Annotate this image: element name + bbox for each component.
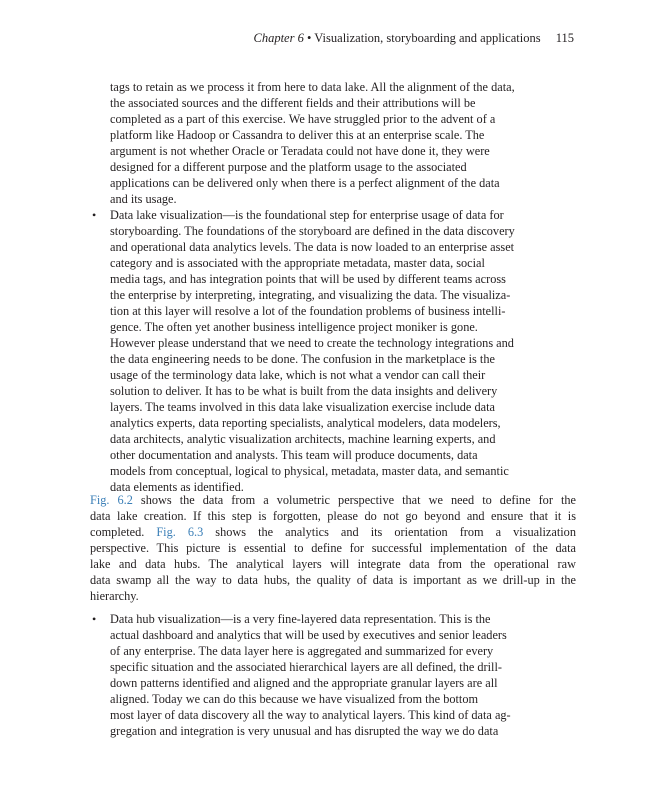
text-line: actual dashboard and analytics that will be used by executives and senior leaders <box>110 628 507 642</box>
text-line: the enterprise by interpreting, integrating, and visualizing the data. The visualiza- <box>110 288 511 302</box>
text-line <box>90 492 576 508</box>
text-line: down patterns identified and aligned and the appropriate granular layers are all <box>110 676 498 690</box>
text-line: designed for a different purpose and the platform usage to the associated <box>110 160 467 174</box>
text-line: solution to deliver. It has to be what is built from the data insights and delivery <box>110 384 498 398</box>
text-line: However please understand that we need to create the technology integrations and <box>110 336 514 350</box>
chapter-title: Visualization, storyboarding and applications <box>314 31 541 45</box>
text-line: of any enterprise. The data layer here is aggregated and summarized for every <box>110 644 494 658</box>
text-line: platform like Hadoop or Cassandra to deliver this at an enterprise scale. The <box>110 128 485 142</box>
text-line: applications can be delivered only when there is a perfect alignment of the data <box>110 176 500 190</box>
text-line: usage of the terminology data lake, which is not what a vendor can call their <box>110 368 486 382</box>
text-span: shows the analytics and its orientation from a visualization <box>203 525 576 539</box>
text-line: media tags, and has integration points that will be used by different teams across <box>110 272 506 286</box>
text-line: Data hub visualization—is a very fine-layered data representation. This is the <box>110 612 491 626</box>
figure-link-6-2[interactable]: Fig. 6.2 <box>90 493 133 507</box>
text-line: aligned. Today we can do this because we have visualized from the bottom <box>110 692 479 706</box>
text-line <box>90 524 576 540</box>
text-line: data lake creation. If this step is forgotten, please do not go beyond and ensure that it is <box>90 509 576 523</box>
page-number: 115 <box>555 31 574 45</box>
text-line: most layer of data discovery all the way to analytical layers. This kind of data ag- <box>110 708 511 722</box>
text-line: gregation and integration is very unusual and has disrupted the way we do data <box>110 724 499 738</box>
text-line: Data lake visualization—is the foundational step for enterprise usage of data for <box>110 208 504 222</box>
text-line: models from conceptual, logical to physical, metadata, master data, and semantic <box>110 464 509 478</box>
text-line: category and is associated with the appropriate metadata, master data, social <box>110 256 485 270</box>
text-line: completed as a part of this exercise. We have struggled prior to the advent of a <box>110 112 496 126</box>
text-line: data swamp all the way to data hubs, the quality of data is important as we drill-up in the <box>90 573 576 587</box>
chapter-label: Chapter 6 <box>253 31 304 45</box>
text-span: shows the data from a volumetric perspective that we need to define for the <box>132 493 576 507</box>
text-line: storyboarding. The foundations of the storyboard are defined in the data discovery <box>110 224 515 238</box>
text-line: the associated sources and the different fields and their attributions will be <box>110 96 476 110</box>
text-line: and its usage. <box>110 192 177 206</box>
text-line: tags to retain as we process it from here to data lake. All the alignment of the data, <box>110 80 515 94</box>
running-header <box>254 31 575 46</box>
text-line: data architects, analytic visualization architects, machine learning experts, and <box>110 432 496 446</box>
bullet-icon: • <box>92 612 97 626</box>
text-line: and operational data analytics levels. The data is now loaded to an enterprise asset <box>110 240 515 254</box>
bullet-icon: • <box>92 208 97 222</box>
text-line: the data engineering needs to be done. The confusion in the marketplace is the <box>110 352 495 366</box>
text-line: data elements as identified. <box>110 480 244 494</box>
text-line: analytics experts, data reporting specialists, analytical modelers, data modelers, <box>110 416 501 430</box>
text-line: other documentation and analysts. This team will produce documents, data <box>110 448 478 462</box>
text-line: argument is not whether Oracle or Teradata could not have done it, they were <box>110 144 490 158</box>
text-line: lake and data hubs. The analytical layers will integrate data from the operational raw <box>90 557 576 571</box>
text-line: gence. The often yet another business intelligence project moniker is gone. <box>110 320 478 334</box>
header-separator: • <box>306 31 312 45</box>
text-line: tion at this layer will resolve a lot of the foundation problems of business intelli- <box>110 304 506 318</box>
text-line: layers. The teams involved in this data lake visualization exercise include data <box>110 400 495 414</box>
text-line: specific situation and the associated hierarchical layers are all defined, the drill- <box>110 660 502 674</box>
text-line: hierarchy. <box>90 589 139 603</box>
figure-link-6-3[interactable]: Fig. 6.3 <box>156 525 204 539</box>
text-span: completed. <box>90 525 157 539</box>
text-line: perspective. This picture is essential to define for successful implementation of the data <box>90 541 576 555</box>
